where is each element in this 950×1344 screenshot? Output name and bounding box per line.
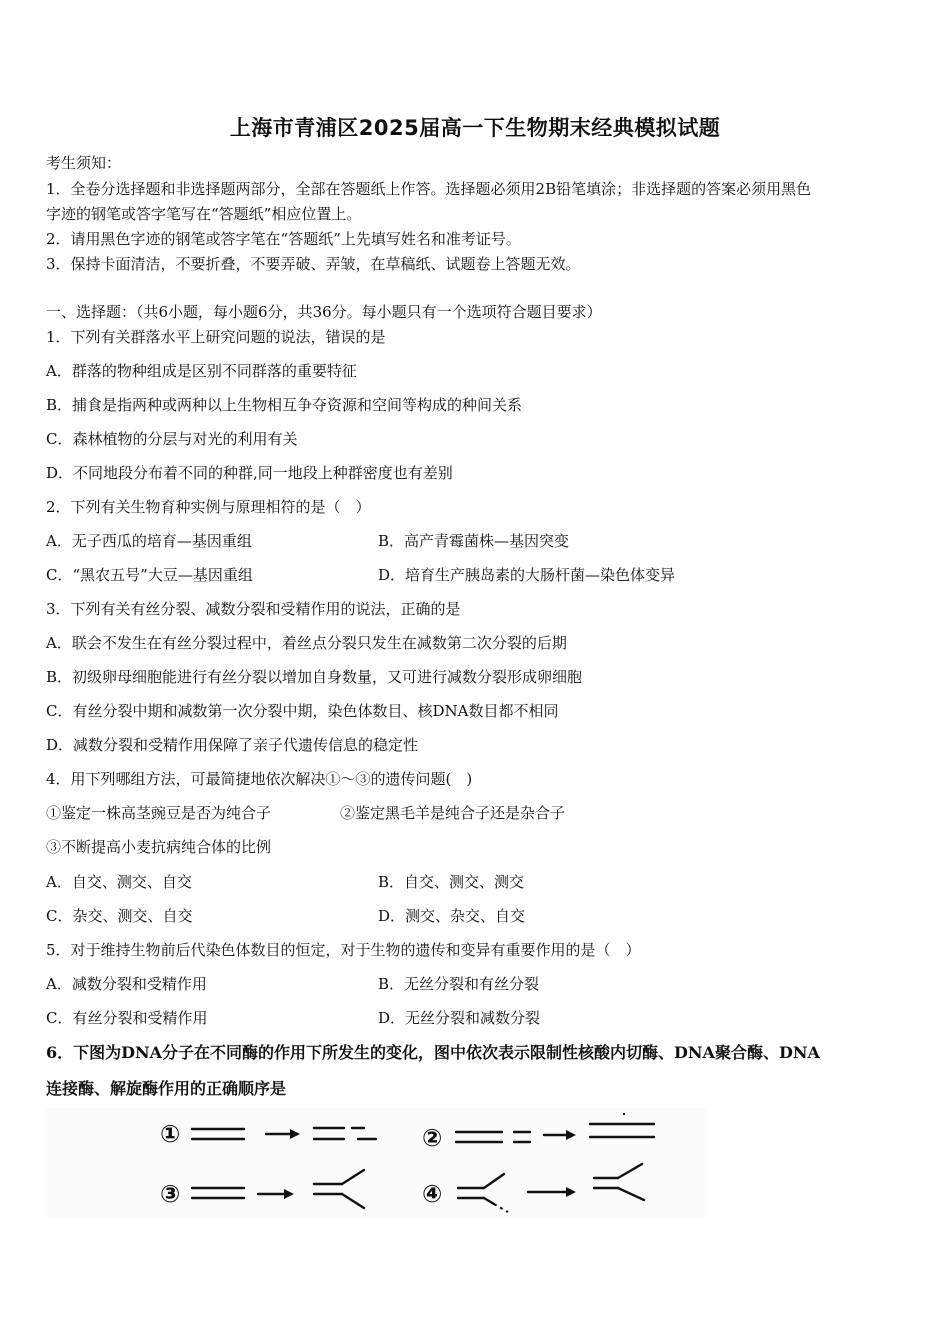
q1-stem: 1．下列有关群落水平上研究问题的说法，错误的是	[46, 328, 386, 346]
q1-option-c: C．森林植物的分层与对光的利用有关	[46, 430, 298, 448]
notice-item-1-line-1: 1．全卷分选择题和非选择题两部分，全部在答题纸上作答。选择题必须用2B铅笔填涂；非选择题的答案必须用黑色	[46, 180, 812, 198]
q1-option-a: A．群落的物种组成是区别不同群落的重要特征	[46, 362, 357, 380]
q5-stem: 5．对于维持生物前后代染色体数目的恒定，对于生物的遗传和变异有重要作用的是（ ）	[46, 941, 641, 959]
q4-stem: 4．用下列哪组方法，可最简捷地依次解决①～③的遗传问题( )	[46, 770, 473, 788]
q5-option-d: D．无丝分裂和减数分裂	[378, 1009, 541, 1027]
q4-item-3: ③不断提高小麦抗病纯合体的比例	[46, 838, 272, 856]
notice-heading: 考生须知：	[46, 154, 122, 172]
q4-option-b: B．自交、测交、测交	[378, 873, 525, 891]
q5-option-b: B．无丝分裂和有丝分裂	[378, 975, 540, 993]
q5-option-a: A．减数分裂和受精作用	[46, 975, 207, 993]
notice-item-3: 3．保持卡面清洁，不要折叠，不要弄破、弄皱，在草稿纸、试题卷上答题无效。	[46, 255, 581, 273]
q4-option-a: A．自交、测交、自交	[46, 873, 192, 891]
q3-option-b: B．初级卵母细胞能进行有丝分裂以增加自身数量，又可进行减数分裂形成卵细胞	[46, 668, 583, 686]
q3-option-d: D．减数分裂和受精作用保障了亲子代遗传信息的稳定性	[46, 736, 419, 754]
q4-option-d: D．测交、杂交、自交	[378, 907, 526, 925]
q3-option-c: C．有丝分裂中期和减数第一次分裂中期，染色体数目、核DNA数目都不相同	[46, 702, 559, 720]
q2-option-c: C．“黑农五号”大豆—基因重组	[46, 566, 253, 584]
figure-label-2: ②	[422, 1124, 443, 1152]
notice-item-2: 2．请用黑色字迹的钢笔或答字笔在“答题纸”上先填写姓名和准考证号。	[46, 230, 521, 248]
figure-label-3: ③	[160, 1180, 181, 1208]
q2-option-a: A．无子西瓜的培育—基因重组	[46, 532, 252, 550]
figure-label-1: ①	[160, 1120, 181, 1148]
q3-option-a: A．联会不发生在有丝分裂过程中，着丝点分裂只发生在减数第二次分裂的后期	[46, 634, 567, 652]
q1-option-b: B．捕食是指两种或两种以上生物相互争夺资源和空间等构成的种间关系	[46, 396, 523, 414]
q2-option-d: D．培育生产胰岛素的大肠杆菌—染色体变异	[378, 566, 676, 584]
q3-stem: 3．下列有关有丝分裂、减数分裂和受精作用的说法，正确的是	[46, 600, 461, 618]
page-title: 上海市青浦区2025届高一下生物期末经典模拟试题	[229, 116, 721, 140]
q6-stem-line-1: 6．下图为DNA分子在不同酶的作用下所发生的变化，图中依次表示限制性核酸内切酶、DNA聚合酶、DNA	[46, 1043, 820, 1062]
dna-enzyme-figure	[46, 1108, 706, 1218]
q4-item-1: ①鉴定一株高茎豌豆是否为纯合子	[46, 804, 272, 822]
q2-option-b: B．高产青霉菌株—基因突变	[378, 532, 570, 550]
notice-item-1-line-2: 字迹的钢笔或答字笔写在“答题纸”相应位置上。	[46, 205, 362, 223]
q6-stem-line-2: 连接酶、解旋酶作用的正确顺序是	[46, 1079, 287, 1098]
section-heading: 一、选择题：（共6小题，每小题6分，共36分。每小题只有一个选项符合题目要求）	[46, 303, 602, 321]
q1-option-d: D．不同地段分布着不同的种群,同一地段上种群密度也有差别	[46, 464, 453, 482]
q5-option-c: C．有丝分裂和受精作用	[46, 1009, 208, 1027]
q2-stem: 2．下列有关生物育种实例与原理相符的是（ ）	[46, 498, 371, 516]
q4-item-2: ②鉴定黑毛羊是纯合子还是杂合子	[340, 804, 566, 822]
q4-option-c: C．杂交、测交、自交	[46, 907, 193, 925]
figure-label-4: ④	[422, 1180, 443, 1208]
